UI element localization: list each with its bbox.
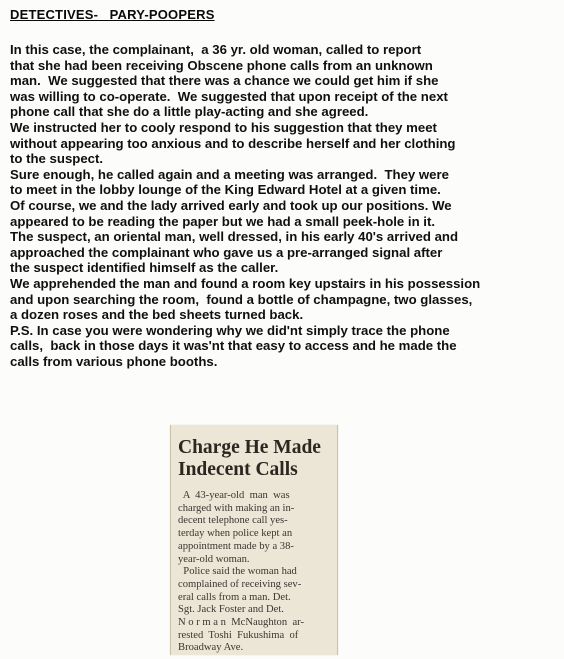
- narrative-line: without appearing too anxious and to describe herself and her clothing: [10, 135, 456, 151]
- narrative-line: to meet in the lobby lounge of the King Edward Hotel at a given time.: [10, 182, 441, 198]
- narrative-line: The suspect, an oriental man, well dressed, in his early 40's arrived and: [10, 229, 459, 245]
- clipping-headline: [178, 437, 334, 481]
- narrative-line: phone call that she do a little play-acting and she agreed.: [10, 104, 369, 120]
- narrative-line: We instructed her to cooly respond to his suggestion that they meet: [10, 119, 437, 135]
- clipping-line: Police said the woman had: [178, 566, 297, 578]
- clipping-line: decent telephone call yes-: [178, 515, 288, 527]
- narrative-line: calls from various phone booths.: [10, 353, 218, 369]
- clipping-line: charged with making an in-: [178, 502, 295, 514]
- page-heading: DETECTIVES- PARY-POOPERS: [10, 7, 215, 22]
- clipping-line: appointment made by a 38-: [178, 540, 294, 552]
- narrative-line: the suspect identified himself as the caller.: [10, 260, 279, 276]
- narrative-line: approached the complainant who gave us a pre-arranged signal after: [10, 244, 443, 260]
- clipping-line: Sgt. Jack Foster and Det.: [178, 604, 284, 616]
- narrative-line: In this case, the complainant, a 36 yr. old woman, called to report: [10, 42, 422, 57]
- narrative-line: We apprehended the man and found a room key upstairs in his possession: [10, 275, 481, 291]
- narrative-line: a dozen roses and the bed sheets turned back.: [10, 307, 304, 323]
- narrative-text: [10, 42, 558, 369]
- narrative-line: to the suspect.: [10, 151, 104, 167]
- newspaper-clipping: [170, 425, 338, 655]
- clipping-line: year-old woman.: [178, 553, 250, 565]
- clipping-line: Broadway Ave.: [178, 642, 244, 654]
- clipping-line: A 43-year-old man was: [178, 490, 290, 501]
- clipping-headline-line: Charge He Made: [178, 437, 321, 458]
- narrative-line: Of course, we and the lady arrived early and took up our positions. We: [10, 197, 452, 213]
- clipping-line: terday when police kept an: [178, 528, 293, 540]
- narrative-line: was willing to co-operate. We suggested that upon receipt of the next: [10, 88, 448, 104]
- clipping-line: complained of receiving sev-: [178, 578, 302, 590]
- narrative-line: that she had been receiving Obscene phone calls from an unknown: [10, 57, 433, 73]
- clipping-headline-line: Indecent Calls: [178, 459, 298, 480]
- clipping-line: N o r m a n McNaughton ar-: [178, 617, 304, 629]
- narrative-line: P.S. In case you were wondering why we did'nt simply trace the phone: [10, 322, 450, 338]
- narrative-line: appeared to be reading the paper but we had a small peek-hole in it.: [10, 213, 436, 229]
- clipping-line: eral calls from a man. Det.: [178, 591, 291, 603]
- clipping-line: rested Toshi Fukushima of: [178, 629, 299, 641]
- narrative-line: calls, back in those days it was'nt that easy to access and he made the: [10, 338, 457, 354]
- narrative-line: man. We suggested that there was a chance we could get him if she: [10, 73, 439, 89]
- clipping-article: [178, 490, 332, 655]
- narrative-line: Sure enough, he called again and a meeting was arranged. They were: [10, 166, 449, 182]
- narrative-line: and upon searching the room, found a bottle of champagne, two glasses,: [10, 291, 473, 307]
